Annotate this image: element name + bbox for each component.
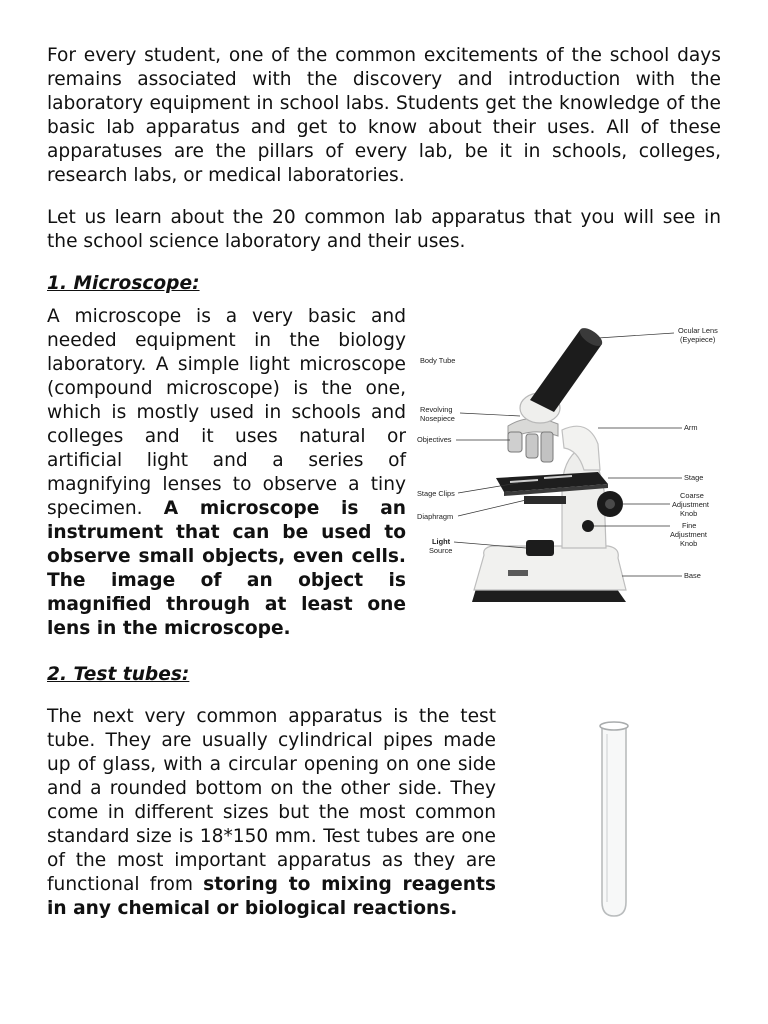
label-fine: Fine (682, 521, 697, 530)
intro-paragraph-2: Let us learn about the 20 common lab apparatus that you will see in the school science laboratory and their uses. (47, 207, 721, 252)
line-diaphragm (458, 500, 526, 516)
label-source: Source (429, 546, 453, 555)
light-source (526, 540, 554, 556)
label-coarse-adjustment: Adjustment (672, 500, 709, 509)
intro-paragraph-1: For every student, one of the common excitements of the school days remains associated with the discovery and introduction with the laboratory equipment in school labs. Students get the knowledge of the basic lab apparatus and get to know about their uses. All of these apparatuses are the pillars of every lab, be it in schools, colleges, research labs, or medical laboratories. (47, 45, 721, 186)
diaphragm-disk (524, 496, 566, 504)
label-coarse-knob: Knob (680, 509, 698, 518)
objective-1 (508, 432, 522, 452)
test-tubes-text: The next very common apparatus is the test tube. They are usually cylindrical pipes made up of glass, with a circular opening on one side and a rounded bottom on the other side. They come in different sizes but the most common standard size is 18*150 mm. Test tubes are one of the most important apparatus as they are functional from (47, 706, 496, 895)
test-tubes-heading: 2. Test tubes: (47, 664, 190, 685)
objective-3 (541, 432, 553, 462)
label-stage: Stage (684, 473, 704, 482)
label-ocular-lens: Ocular Lens (678, 326, 718, 335)
label-fine-adjustment: Adjustment (670, 530, 707, 539)
microscope-bold-text: A microscope is an instrument that can be used to observe small objects, even cells. The image of an object is magnified through at least one lens in the microscope. (47, 498, 406, 639)
test-tube-body (602, 726, 626, 916)
label-nosepiece: Nosepiece (420, 414, 455, 423)
label-body-tube: Body Tube (420, 356, 456, 365)
test-tubes-paragraph (47, 705, 496, 921)
line-ocular (598, 333, 674, 338)
microscope-diagram (412, 320, 728, 626)
line-nosepiece (460, 413, 520, 416)
label-arm: Arm (684, 423, 698, 432)
label-diaphragm: Diaphragm (417, 512, 454, 521)
label-revolving: Revolving (420, 405, 453, 414)
test-tube-rim (600, 722, 628, 730)
test-tube-image (590, 716, 638, 922)
microscope-text: A microscope is a very basic and needed equipment in the biology laboratory. A simple light microscope (compound microscope) is the one, which is mostly used in schools and colleges and it uses natural or artificial light and a series of magnifying lenses to observe a tiny specimen. (47, 306, 406, 519)
fine-knob (582, 520, 594, 532)
microscope-paragraph (47, 305, 406, 641)
base-switch (508, 570, 528, 576)
label-objectives: Objectives (417, 435, 452, 444)
label-base: Base (684, 571, 701, 580)
coarse-knob-center (605, 499, 615, 509)
microscope-heading: 1. Microscope: (47, 273, 200, 294)
label-eyepiece: (Eyepiece) (680, 335, 716, 344)
label-coarse: Coarse (680, 491, 704, 500)
label-light: Light (432, 537, 451, 546)
test-tubes-bold-text: storing to mixing reagents in any chemical or biological reactions. (47, 874, 496, 919)
label-fine-knob: Knob (680, 539, 698, 548)
label-stage-clips: Stage Clips (417, 489, 455, 498)
objective-2 (526, 434, 538, 458)
